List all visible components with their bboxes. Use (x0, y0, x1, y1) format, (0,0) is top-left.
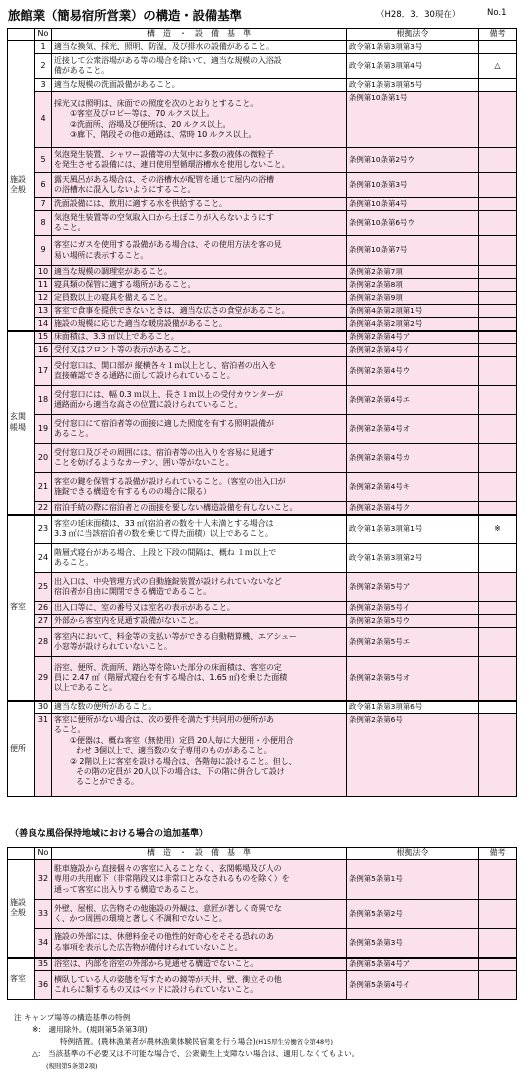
table-row (8, 279, 517, 292)
row-law: 条例第10条第7号 (347, 236, 479, 266)
row-note (479, 318, 517, 331)
table-row (8, 544, 517, 573)
row-no: 2 (35, 54, 52, 79)
row-law: 条例第2条第4号カ (347, 444, 479, 473)
table-row (8, 79, 517, 92)
row-law: 条例第2条第4号エ (347, 386, 479, 415)
row-no: 28 (35, 628, 52, 657)
row-law: 条例第2条第5号オ (347, 657, 479, 701)
row-law: 条例第2条第4号ウ (347, 357, 479, 386)
table-row (8, 357, 517, 386)
row-law: 条例第2条第5号エ (347, 628, 479, 657)
row-note (479, 573, 517, 602)
row-note (479, 657, 517, 701)
row-no: 6 (35, 173, 52, 198)
table-row (8, 602, 517, 615)
row-note (479, 41, 517, 54)
row-note (479, 602, 517, 615)
row-text: 出入口等に、室の番号又は室名の表示があること。 (52, 602, 347, 615)
row-no: 5 (35, 148, 52, 173)
table-row (8, 344, 517, 357)
row-law: 政令第1条第3項第2号 (347, 544, 479, 573)
row-no: 22 (35, 502, 52, 515)
row-note (479, 701, 517, 714)
row-no: 30 (35, 701, 52, 714)
table-row (8, 318, 517, 331)
table-row (8, 305, 517, 318)
row-note (479, 79, 517, 92)
table-row (8, 657, 517, 701)
row-text: 客室にガスを使用する設備がある場合は、その使用方法を客の見 易い場所に表示すること。 (52, 236, 347, 266)
row-law: 条例第4条第2項第2号 (347, 318, 479, 331)
category-header (8, 848, 35, 860)
category-header (8, 29, 35, 41)
row-law: 条例第10条第1号 (347, 92, 479, 148)
notes-section (14, 1012, 519, 1072)
row-law: 政令第1条第3項第3号 (347, 41, 479, 54)
table-row (8, 236, 517, 266)
row-law: 政令第1条第3項第5号 (347, 79, 479, 92)
row-no: 27 (35, 615, 52, 628)
section2-title: （善良な風俗保持地域における場合の追加基準） (10, 829, 209, 839)
row-text: 出入口は、中央管理方式の自動施錠装置が設けられていないなど 宿泊者が自由に開閉できる構造であること。 (52, 573, 347, 602)
row-no: 4 (35, 92, 52, 148)
row-text: 適当な規模の調理室があること。 (52, 266, 347, 279)
table-row (8, 386, 517, 415)
row-note (479, 292, 517, 305)
row-text: 受付又はフロント等の表示があること。 (52, 344, 347, 357)
row-no: 13 (35, 305, 52, 318)
row-text: 露天風呂がある場合は、その浴槽水が配管を通じて屋内の浴槽 の浴槽水に混入しないようにすること。 (52, 173, 347, 198)
no-header: No (35, 848, 52, 860)
category-facility: 施設 全般 (8, 860, 35, 958)
row-law: 条例第2条第5号イ (347, 602, 479, 615)
row-law: 条例第2条第6号 (347, 714, 479, 797)
row-text: 採光又は照明は、床面での照度を次のとおりとすること。 ①客室及びロビー等は、70 ルクス以上。 ②洗面所、浴場及び便所は、20 ルクス以上。 ③廊下、階段その他の通路は、常時 10 ルクス以上。 (52, 92, 347, 148)
row-note (479, 860, 517, 900)
row-text: 受付窓口にて宿泊者等の面接に適した照度を有する照明設備が あること。 (52, 415, 347, 444)
table-row (8, 266, 517, 279)
row-law: 条例第5条第4号ア (347, 958, 479, 971)
row-law: 条例第10条第3号 (347, 173, 479, 198)
row-note (479, 344, 517, 357)
note-header: 備考 (479, 848, 517, 860)
table-row (8, 211, 517, 236)
row-law: 条例第2条第4号イ (347, 344, 479, 357)
row-law: 条例第10条第6号ウ (347, 211, 479, 236)
table-row (8, 198, 517, 211)
row-note (479, 198, 517, 211)
row-note (479, 386, 517, 415)
row-text: 受付窓口には、幅 0.3 ｍ以上、長さ１ｍ以上の受付カウンターが 通路面から適当な高さの位置に設けられていること。 (52, 386, 347, 415)
row-law: 条例第2条第9項 (347, 292, 479, 305)
table-row (8, 331, 517, 344)
row-no: 36 (35, 971, 52, 1000)
table-row (8, 615, 517, 628)
row-note (479, 929, 517, 958)
row-no: 12 (35, 292, 52, 305)
row-law: 条例第10条第4号 (347, 198, 479, 211)
row-no: 35 (35, 958, 52, 971)
row-law: 条例第5条第2号 (347, 900, 479, 929)
row-no: 18 (35, 386, 52, 415)
row-note (479, 971, 517, 1000)
row-no: 16 (35, 344, 52, 357)
row-text: 適当な数の便所があること。 (52, 701, 347, 714)
row-no: 14 (35, 318, 52, 331)
row-text: 施設の規模に応じた適当な暖房設備があること。 (52, 318, 347, 331)
row-law: 条例第2条第4号ク (347, 502, 479, 515)
row-law: 政令第1条第3項第1号 (347, 515, 479, 544)
category-facility: 施設 全般 (8, 41, 35, 331)
row-law: 政令第1条第3項第6号 (347, 701, 479, 714)
row-law: 政令第1条第3項第4号 (347, 54, 479, 79)
row-text: 適当な換気、採光、照明、防湿、及び排水の設備があること。 (52, 41, 347, 54)
standard-header: 構 造 ・ 設 備 基 準 (52, 848, 347, 860)
row-note (479, 211, 517, 236)
notes-line: 注 キャンプ場等の構造基準の特例 (14, 1013, 131, 1022)
row-note (479, 236, 517, 266)
category-guestroom: 客室 (8, 958, 35, 1000)
table-row (8, 958, 517, 971)
row-text: 気泡発生装置等の空気取入口から土ぼこりが入らないようにす ること。 (52, 211, 347, 236)
law-header: 根拠法令 (347, 29, 479, 41)
row-text: 浴室は、内部を浴室の外部から見通せる構造でないこと。 (52, 958, 347, 971)
row-text: 洗面設備には、飲用に適する水を供給すること。 (52, 198, 347, 211)
row-note (479, 714, 517, 797)
row-no: 9 (35, 236, 52, 266)
row-text: 階層式寝台がある場合、上段と下段の間隔は、概ね １ｍ以上で あること。 (52, 544, 347, 573)
row-text: 施設の外部には、休憩料金その他性的好奇心をそそる恐れのあ る事項を表示した広告物が備付けられていないこと。 (52, 929, 347, 958)
row-text: 客室の鍵を保管する設備が設けられていること。（客室の出入口が 施錠できる構造を有するものの場合に限る） (52, 473, 347, 502)
additional-standards-table (7, 847, 517, 1000)
table-header-row (8, 848, 517, 860)
row-text: 浴室、便所、洗面所、踏込等を除いた部分の床面積は、客室の定 員に 2.47 ㎡（階層式寝台を有する場合は、1.65 ㎡)を乗じた面積 以上であること。 (52, 657, 347, 701)
row-note (479, 92, 517, 148)
page-number: No.1 (487, 8, 507, 18)
row-law: 条例第2条第7項 (347, 266, 479, 279)
table-row (8, 502, 517, 515)
table-row (8, 41, 517, 54)
table-row (8, 701, 517, 714)
row-note (479, 958, 517, 971)
row-law: 条例第2条第8項 (347, 279, 479, 292)
row-note (479, 357, 517, 386)
row-law: 条例第2条第4号ア (347, 331, 479, 344)
row-no: 11 (35, 279, 52, 292)
table-row (8, 900, 517, 929)
note-header: 備考 (479, 29, 517, 41)
row-no: 7 (35, 198, 52, 211)
row-no: 25 (35, 573, 52, 602)
row-note (479, 502, 517, 515)
row-no: 3 (35, 79, 52, 92)
row-law: 条例第2条第5号ア (347, 573, 479, 602)
row-no: 15 (35, 331, 52, 344)
row-law: 条例第4条第2項第1号 (347, 305, 479, 318)
category-entrance: 玄関 帳場 (8, 331, 35, 515)
row-text: 客室で食事を提供できないときは、適当な広さの食堂があること。 (52, 305, 347, 318)
standard-header: 構 造 ・ 設 備 基 準 (52, 29, 347, 41)
row-text: 受付窓口は、開口部が 縦横各々１ｍ以上とし、宿泊者の出入を 直接確認できる通路に面して設けられていること。 (52, 357, 347, 386)
row-note (479, 279, 517, 292)
row-text: 適当な規模の洗面設備があること。 (52, 79, 347, 92)
row-note (479, 473, 517, 502)
table-row (8, 573, 517, 602)
table-row (8, 148, 517, 173)
table-row (8, 444, 517, 473)
row-note (479, 615, 517, 628)
row-text: 客室の延床面積は、33 ㎡(宿泊者の数を十人未満とする場合は 3.3 ㎡に当該宿泊者の数を乗じて得た面積）以上であること。 (52, 515, 347, 544)
row-note: ※ (479, 515, 517, 544)
row-note (479, 266, 517, 279)
table-row (8, 473, 517, 502)
row-text: 客室内において、料金等の支払い等ができる自動精算機、エアシュー 小窓等が設けられていないこと。 (52, 628, 347, 657)
row-no: 21 (35, 473, 52, 502)
table-row (8, 971, 517, 1000)
row-text: 寝具類の保管に適する場所があること。 (52, 279, 347, 292)
no-header: No (35, 29, 52, 41)
law-header: 根拠法令 (347, 848, 479, 860)
category-guestroom: 客室 (8, 515, 35, 701)
row-law: 条例第5条第4号イ (347, 971, 479, 1000)
row-note (479, 331, 517, 344)
table-header-row (8, 29, 517, 41)
row-no: 23 (35, 515, 52, 544)
notes-line: ※: 適用除外。(規則第5条第3項) (32, 1025, 148, 1034)
row-law: 条例第5条第3号 (347, 929, 479, 958)
row-text: 近接して公衆浴場がある等の場合を除いて、適当な規模の入浴設 備があること。 (52, 54, 347, 79)
row-no: 8 (35, 211, 52, 236)
row-no: 1 (35, 41, 52, 54)
notes-line: (規則第5条第2項) (46, 1062, 98, 1070)
row-note (479, 544, 517, 573)
row-law: 条例第2条第4号キ (347, 473, 479, 502)
row-no: 20 (35, 444, 52, 473)
row-note (479, 444, 517, 473)
row-note (479, 628, 517, 657)
table-row (8, 173, 517, 198)
table-row (8, 292, 517, 305)
table-row (8, 54, 517, 79)
category-toilet: 便所 (8, 701, 35, 797)
row-text: 受付窓口及びその周囲には、宿泊者等の出入りを容易に見通す ことを妨げるようなカーテン、囲い等がないこと。 (52, 444, 347, 473)
row-text: 宿泊手続の際に宿泊者との面接を要しない構造設備を有しないこと。 (52, 502, 347, 515)
notes-line: 特例措置。(農林漁業者が農林漁業体験民宿業を行う場合)(H15厚生労働省令第48号) (60, 1037, 333, 1046)
row-text: 外部から客室内を見通す設備がないこと。 (52, 615, 347, 628)
page-header (0, 0, 525, 28)
row-no: 17 (35, 357, 52, 386)
row-text: 駐車施設から直接個々の客室に入ることなく、玄関帳場及び人の 専用の共用廊下（非常階段又は非常口とみなされるものを除く）を 通って客室に出入りする構造であること。 (52, 860, 347, 900)
row-note: △ (479, 54, 517, 79)
row-no: 31 (35, 714, 52, 797)
row-note (479, 415, 517, 444)
date-label: （H28．3．30現在） (376, 10, 461, 20)
row-text: 気泡発生装置、シャワー設備等の大気中に多数の液体の微粒子 を発生させる設備には、連日使用型循環浴槽水を使用しないこと。 (52, 148, 347, 173)
table-row (8, 92, 517, 148)
row-note (479, 148, 517, 173)
row-no: 19 (35, 415, 52, 444)
row-text: 客室に便所がない場合は、次の要件を満たす共同用の便所があ ること。 ①便器は、概ね客室（無使用）定員 20人毎に大便用・小便用合 わせ 3個以上で、適当数の女子専用のものがあること。 ② 2階以上に客室を設ける場合は、各階毎に設けること。但し、 その階の定員が 20人以下の場合は、下の階に併合して設け ることができる。 (52, 714, 347, 797)
row-no: 34 (35, 929, 52, 958)
table-row (8, 415, 517, 444)
page-title: 旅館業（簡易宿所営業）の構造・設備基準 (8, 8, 242, 23)
row-law: 条例第10条第2号ウ (347, 148, 479, 173)
row-no: 29 (35, 657, 52, 701)
table-row (8, 628, 517, 657)
table-row (8, 515, 517, 544)
row-note (479, 305, 517, 318)
row-no: 10 (35, 266, 52, 279)
row-no: 32 (35, 860, 52, 900)
row-law: 条例第2条第5号ウ (347, 615, 479, 628)
row-no: 33 (35, 900, 52, 929)
row-note (479, 900, 517, 929)
row-law: 条例第5条第1号 (347, 860, 479, 900)
table-row (8, 860, 517, 900)
table-row (8, 714, 517, 797)
row-text: 定員数以上の寝具を備えること。 (52, 292, 347, 305)
row-text: 横臥している人の姿態を写すための鏡等が天井、壁、衝立その他 これらに類するもの又はベッドに設けられていないこと。 (52, 971, 347, 1000)
row-law: 条例第2条第4号オ (347, 415, 479, 444)
table-row (8, 929, 517, 958)
row-no: 24 (35, 544, 52, 573)
row-note (479, 173, 517, 198)
notes-line: △: 当該基準の不必要又は不可能な場合で、公衆衛生上支障ない場合は、適用しなくてもよい。 (32, 1049, 360, 1058)
row-no: 26 (35, 602, 52, 615)
row-text: 外壁、屋根、広告物その他施設の外観は、意匠が著しく奇異でな く、かつ周囲の環境と著しく不調和でないこと。 (52, 900, 347, 929)
standards-table (7, 28, 517, 797)
row-text: 床面積は、3.3 ㎡以上であること。 (52, 331, 347, 344)
